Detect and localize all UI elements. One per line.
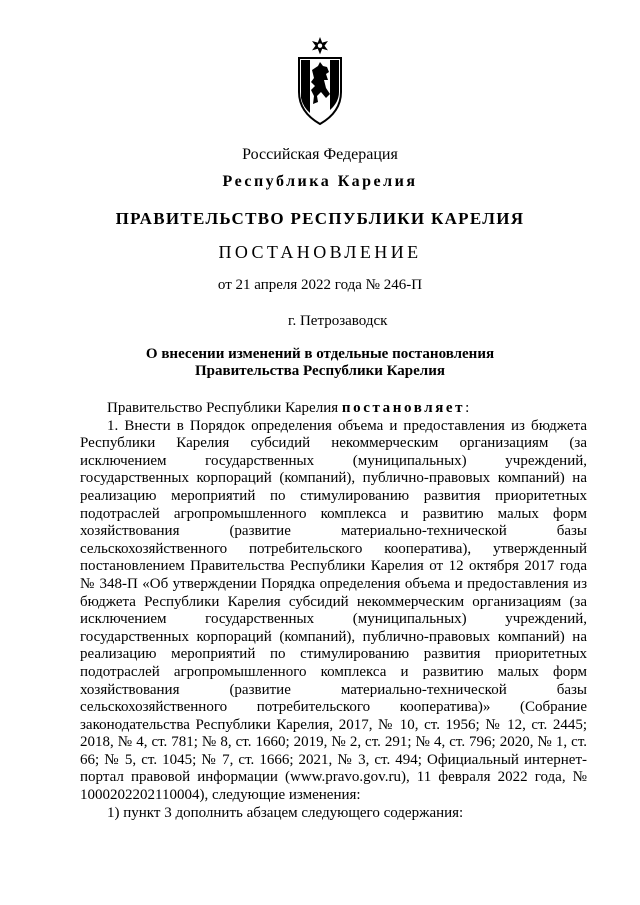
title-line-2: Правительства Республики Карелия bbox=[195, 363, 445, 379]
intro-decree-word: постановляет bbox=[341, 400, 466, 416]
republic-name: Республика Карелия bbox=[222, 173, 418, 190]
title-line-1: О внесении изменений в отдельные постановления bbox=[145, 346, 495, 362]
country-name: Российская Федерация bbox=[242, 146, 398, 163]
intro-paragraph bbox=[80, 400, 587, 418]
document-body bbox=[80, 400, 587, 822]
date-and-number: от 21 апреля 2022 года № 246-П bbox=[217, 277, 423, 293]
city-name: г. Петрозаводск bbox=[288, 313, 388, 329]
paragraph-2: 1) пункт 3 дополнить абзацем следующего содержания: bbox=[107, 804, 464, 821]
coat-of-arms-karelia-emblem bbox=[296, 36, 344, 126]
paragraph-1: 1. Внести в Порядок определения объема и предоставления из бюджета Республики Карелия субсидий некоммерческим организациям (за исключением государственных (муниципальных) учреждений, государственных корпораций (компаний), публично-правовых компаний) на реализацию мероприятий по стимулированию развития приоритетных подотраслей агропромышленного комплекса и развитию малых форм хозяйствования (развитие материально-технической базы сельскохозяйственного потребительского кооператива), утвержденный постановлением Правительства Республики Карелия от 12 октября 2017 года № 348-П «Об утверждении Порядка определения объема и предоставления из бюджета Республики Карелия субсидий некоммерческим организациям (за исключением государственных (муниципальных) учреждений, государственных корпораций (компаний), публично-правовых компаний) на реализацию мероприятий по стимулированию развития приоритетных подотраслей агропромышленного комплекса и развитию малых форм хозяйствования (развитие материально-технической базы сельскохозяйственного потребительского кооператива)» (Собрание законодательства Республики Карелия, 2017, № 10, ст. 1956; № 12, ст. 2445; 2018, № 4, ст. 781; № 8, ст. 1660; 2019, № 2, ст. 291; № 4, ст. 796; 2020, № 1, ст. 66; № 5, ст. 1045; № 7, ст. 1666; 2021, № 3, ст. 494; Официальный интернет-портал правовой информации (www.pravo.gov.ru), 11 февраля 2022 года, № 1000202202110004), следующие изменения: bbox=[80, 417, 587, 804]
document-title bbox=[0, 346, 640, 380]
intro-text: Правительство Республики Карелия bbox=[107, 400, 342, 416]
government-name: ПРАВИТЕЛЬСТВО РЕСПУБЛИКИ КАРЕЛИЯ bbox=[115, 209, 525, 228]
intro-end: : bbox=[465, 400, 470, 416]
document-type: ПОСТАНОВЛЕНИЕ bbox=[218, 242, 422, 262]
